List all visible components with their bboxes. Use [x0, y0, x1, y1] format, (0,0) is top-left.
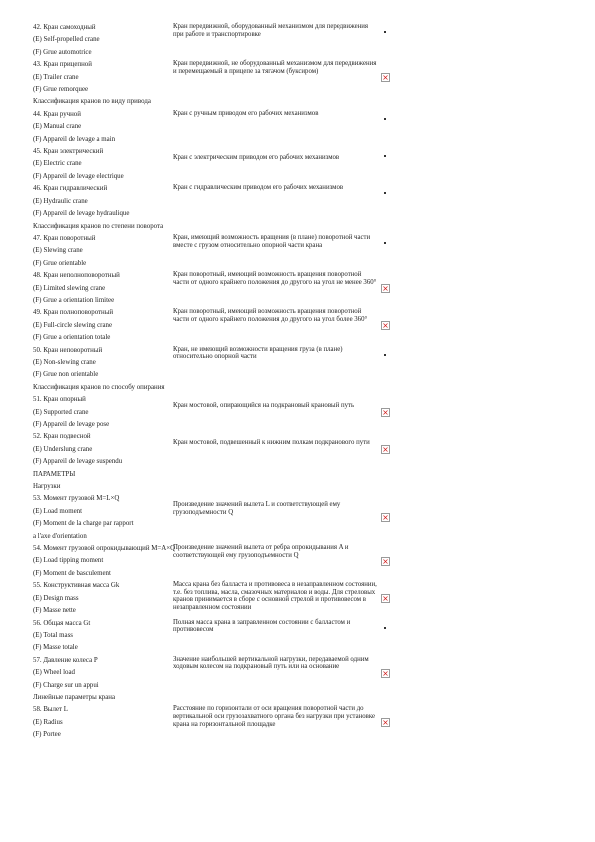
entry-marker — [377, 543, 393, 580]
term-title: 48. Кран неполноповоротный — [33, 272, 120, 280]
bullet-dot-icon — [384, 31, 386, 33]
term-definition: Расстояние по горизонтали от оси вращения поворотной части до вертикальной оси грузозахватного органа без нагрузки при установке крана на горизонтальной площадке — [173, 705, 376, 728]
broken-image-icon: × — [382, 668, 389, 678]
bullet-dot-icon — [384, 155, 386, 157]
section-heading: Линейные параметры крана — [33, 693, 116, 701]
term-entry — [33, 183, 393, 220]
term-names — [33, 493, 171, 543]
glossary-page — [33, 22, 393, 742]
term-translation: (F) Appareil de levage suspendu — [33, 458, 123, 466]
broken-image-icon: × — [382, 284, 389, 294]
entry-marker — [377, 146, 393, 183]
term-title: 43. Кран прицепной — [33, 61, 92, 69]
term-title: 50. Кран неповоротный — [33, 346, 103, 354]
broken-image-icon: × — [382, 73, 389, 83]
entry-marker — [377, 618, 393, 655]
term-title: 55. Конструктивная масса Gk — [33, 582, 120, 590]
term-translation: (E) Supported crane — [33, 408, 89, 416]
term-definition: Кран, имеющий возможность вращения (в плане) поворотной части вместе с грузом относительно опорной части крана — [173, 233, 371, 249]
broken-image-icon: × — [382, 513, 389, 523]
term-entry — [33, 146, 393, 183]
term-translation: (F) Grue automotrice — [33, 48, 92, 56]
term-translation: (F) Grue remorquee — [33, 86, 89, 94]
term-names — [33, 233, 171, 270]
term-definition: Произведение значений вылета L и соответствующей ему грузоподъемности Q — [173, 501, 341, 517]
term-title: 44. Кран ручной — [33, 110, 81, 118]
term-names — [33, 109, 171, 146]
term-entry — [33, 394, 393, 431]
entry-marker — [377, 183, 393, 220]
bullet-dot-icon — [384, 118, 386, 120]
term-names — [33, 655, 171, 692]
term-entry — [33, 22, 393, 59]
entry-marker — [377, 22, 393, 59]
term-translation: (F) Moment de basculement — [33, 569, 111, 577]
entry-marker — [377, 704, 393, 741]
section-heading: Классификация кранов по степени поворота — [33, 222, 164, 230]
term-translation: (E) Manual crane — [33, 123, 82, 131]
broken-image-icon: × — [382, 445, 389, 455]
term-translation: (E) Underslung crane — [33, 445, 93, 453]
term-names — [33, 146, 171, 183]
term-title: 54. Момент грузовой опрокидывающий M=A×Q — [33, 545, 176, 553]
term-translation: (E) Design mass — [33, 594, 79, 602]
term-names — [33, 580, 171, 617]
term-translation: (F) Grue non orientable — [33, 371, 99, 379]
term-translation: (F) Portee — [33, 731, 61, 739]
term-translation: (E) Load tipping moment — [33, 557, 104, 565]
broken-image-icon: × — [382, 321, 389, 331]
term-translation: (E) Trailer crane — [33, 73, 79, 81]
term-translation: (F) Moment de la charge par rapport — [33, 520, 134, 528]
entry-marker — [377, 394, 393, 431]
term-entry — [33, 543, 393, 580]
entry-marker — [377, 431, 393, 468]
term-translation: (F) Masse totale — [33, 644, 78, 652]
term-names — [33, 543, 176, 580]
term-translation: (E) Full-circle slewing crane — [33, 321, 113, 329]
entry-marker — [377, 655, 393, 692]
term-definition: Полная масса крана в заправленном состоянии с балластом и противовесом — [173, 618, 351, 634]
term-translation: (F) Masse nette — [33, 607, 76, 615]
term-translation: (F) Charge sur un appui — [33, 681, 99, 689]
section-heading: Классификация кранов по виду привода — [33, 98, 151, 106]
term-definition: Кран с ручным приводом его рабочих механизмов — [173, 109, 319, 117]
entry-marker — [377, 580, 393, 617]
term-definition: Кран мостовой, подвешенный к нижним полкам подкранового пути — [173, 439, 370, 447]
term-translation: (E) Wheel load — [33, 669, 75, 677]
term-translation: (F) Appareil de levage hydraulique — [33, 210, 130, 218]
term-names — [33, 394, 171, 431]
term-title: 58. Вылет L — [33, 706, 69, 714]
bullet-dot-icon — [384, 242, 386, 244]
section-heading: Классификация кранов по способу опирания — [33, 383, 165, 391]
term-translation: (E) Radius — [33, 718, 63, 726]
term-translation: (E) Non-slewing crane — [33, 358, 96, 366]
entry-marker — [377, 59, 393, 96]
term-title: 51. Кран опорный — [33, 396, 86, 404]
term-definition: Кран, не имеющий возможности вращения груза (в плане) относительно опорной части — [173, 345, 343, 361]
term-title: 49. Кран полноповоротный — [33, 309, 114, 317]
term-title: 46. Кран гидравлический — [33, 185, 108, 193]
term-names — [33, 345, 171, 382]
term-translation: (F) Grue a orientation totale — [33, 334, 111, 342]
term-translation: (E) Self-propelled crane — [33, 36, 100, 44]
broken-image-icon: × — [382, 408, 389, 418]
term-names — [33, 22, 171, 59]
term-entry — [33, 655, 393, 692]
term-definition: Масса крана без балласта и противовеса в незаправленном состоянии, т.е. без топлива, масла, смазочных материалов и воды. Для стреловых кранов принимается в сборе с основной стрелой и противовесом в незаправленном состоянии — [173, 581, 377, 612]
term-translation: (E) Total mass — [33, 631, 73, 639]
term-definition: Кран поворотный, имеющий возможность вращения поворотной части от одного крайнего положения до другого на угол более 360° — [173, 308, 368, 323]
term-entry — [33, 270, 393, 307]
broken-image-icon: × — [382, 718, 389, 728]
term-definition: Кран поворотный, имеющий возможность вращения поворотной части от одного крайнего положения до другого на угол не менее 360° — [173, 271, 377, 286]
term-definition: Кран мостовой, опирающийся на подкрановый крановый путь — [173, 402, 355, 410]
term-entry — [33, 431, 393, 468]
term-names — [33, 431, 171, 468]
term-entry — [33, 493, 393, 543]
term-title: 53. Момент грузовой M=L×Q — [33, 495, 120, 503]
term-title: 57. Давление колеса P — [33, 656, 98, 664]
entry-marker — [377, 493, 393, 543]
entry-marker — [377, 109, 393, 146]
term-definition: Кран с гидравлическим приводом его рабочих механизмов — [173, 184, 344, 192]
term-translation: a l'axe d'orientation — [33, 532, 87, 540]
term-entry — [33, 307, 393, 344]
term-names — [33, 270, 171, 307]
term-translation: (F) Appareil de levage pose — [33, 421, 110, 428]
term-translation: (F) Grue a orientation limitee — [33, 296, 115, 304]
term-translation: (F) Appareil de levage electrique — [33, 172, 124, 180]
term-definition: Кран с электрическим приводом его рабочих механизмов — [173, 154, 340, 162]
term-definition: Значение наибольшей вертикальной нагрузки, передаваемой одним ходовым колесом на подкрановый путь или на основание — [173, 655, 369, 671]
term-entry — [33, 580, 393, 617]
term-entry — [33, 345, 393, 382]
term-translation: (E) Limited slewing crane — [33, 284, 106, 292]
term-entry — [33, 233, 393, 270]
term-entry — [33, 59, 393, 96]
entry-marker — [377, 233, 393, 270]
term-title: 47. Кран поворотный — [33, 234, 96, 242]
term-title: 42. Кран самоходный — [33, 24, 96, 31]
term-translation: (F) Grue orientable — [33, 259, 87, 267]
entry-marker — [377, 345, 393, 382]
term-entry — [33, 618, 393, 655]
section-heading: Нагрузки — [33, 483, 61, 491]
term-translation: (E) Slewing crane — [33, 247, 83, 255]
broken-image-icon: × — [382, 594, 389, 604]
term-translation: (E) Load moment — [33, 507, 82, 515]
term-title: 45. Кран электрический — [33, 148, 104, 156]
term-translation: (F) Appareil de levage a main — [33, 135, 116, 143]
term-title: 56. Общая масса Gt — [33, 619, 91, 627]
broken-image-icon: × — [382, 557, 389, 567]
term-names — [33, 307, 171, 344]
term-entry — [33, 109, 393, 146]
entry-marker — [377, 270, 393, 307]
bullet-dot-icon — [384, 192, 386, 194]
term-names — [33, 704, 171, 741]
term-names — [33, 59, 171, 96]
entry-marker — [377, 307, 393, 344]
term-definition: Кран передвижной, оборудованный механизмом для передвижения при работе и транспортировке — [173, 23, 369, 38]
bullet-dot-icon — [384, 354, 386, 356]
term-translation: (E) Hydraulic crane — [33, 197, 88, 205]
term-translation: (E) Electric crane — [33, 160, 82, 168]
term-names — [33, 618, 171, 655]
term-definition: Кран передвижной, не оборудованный механизмом для передвижения и перемещаемый в прицепе за тягачом (буксиром) — [173, 60, 377, 75]
bullet-dot-icon — [384, 627, 386, 629]
term-names — [33, 183, 171, 220]
section-heading: ПАРАМЕТРЫ — [33, 470, 76, 478]
term-definition: Произведение значений вылета от ребра опрокидывания A и соответствующей ему грузоподъемности Q — [173, 544, 349, 559]
term-title: 52. Кран подвесной — [33, 433, 91, 441]
term-entry — [33, 704, 393, 741]
